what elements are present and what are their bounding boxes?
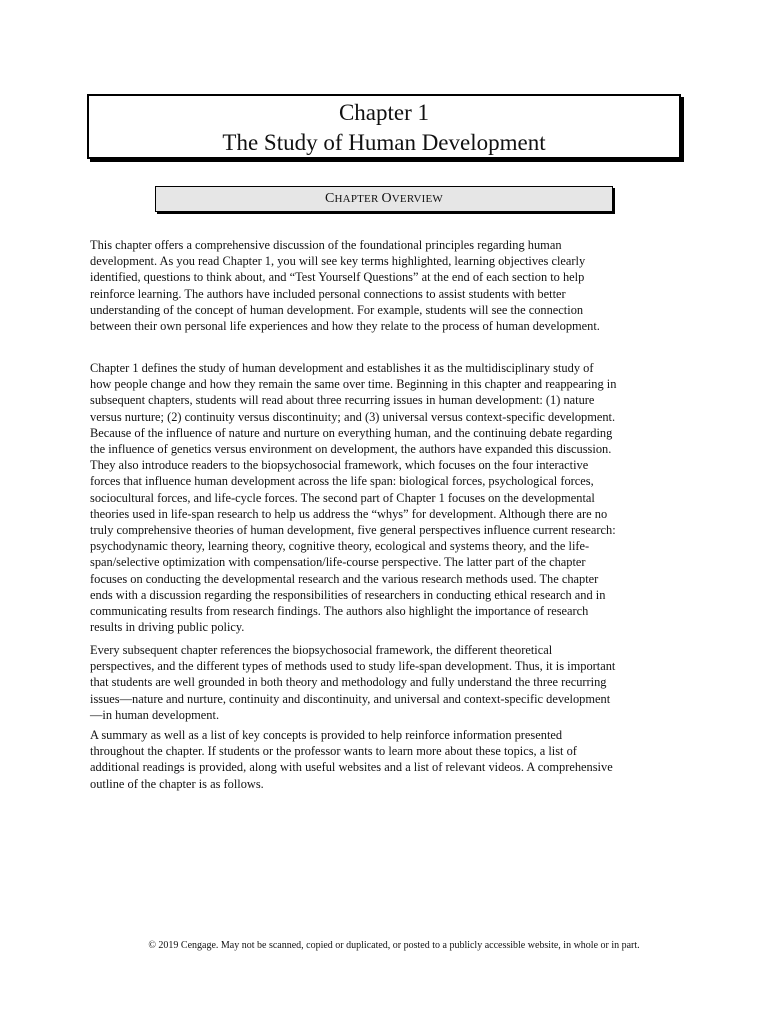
paragraph-line: how people change and how they remain the same over time. Beginning in this chapter and reappearing in bbox=[90, 377, 617, 392]
overview-rest-1: HAPTER bbox=[334, 193, 382, 205]
paragraph-line: Every subsequent chapter references the biopsychosocial framework, the different theoretical bbox=[90, 643, 553, 657]
paragraph-line: reinforce learning. The authors have included personal connections to assist students with better bbox=[90, 286, 566, 301]
paragraph-line: perspectives, and the different types of methods used to study life-span development. Thus, it is important bbox=[90, 659, 616, 674]
paragraph-line: identified, questions to think about, and “Test Yourself Questions” at the end of each section to help bbox=[90, 270, 585, 285]
paragraph-line: outline of the chapter is as follows. bbox=[90, 776, 264, 791]
chapter-number: Chapter 1 bbox=[338, 100, 430, 125]
paragraph-framework bbox=[90, 642, 684, 723]
paragraph-line: communicating results from research findings. The authors also highlight the importance of research bbox=[90, 604, 589, 619]
paragraph-line: development. As you read Chapter 1, you will see key terms highlighted, learning objectives clearly bbox=[90, 254, 586, 269]
chapter-title: The Study of Human Development bbox=[222, 130, 546, 155]
paragraph-line: —in human development. bbox=[90, 707, 220, 722]
paragraph-line: between their own personal life experiences and how they relate to the process of human development. bbox=[90, 319, 600, 334]
paragraph-line: the influence of genetics versus environment on development, the authors have expanded this discussion. bbox=[90, 442, 612, 457]
paragraph-line: A summary as well as a list of key concepts is provided to help reinforce information presented bbox=[90, 728, 563, 742]
paragraph-line: additional readings is provided, along with useful websites and a list of relevant videos. A comprehensive bbox=[90, 760, 613, 775]
copyright-footer: © 2019 Cengage. May not be scanned, copied or duplicated, or posted to a publicly accessible website, in whole or in part. bbox=[148, 940, 640, 951]
paragraph-line: This chapter offers a comprehensive discussion of the foundational principles regarding human bbox=[90, 238, 562, 252]
paragraph-line: sociocultural forces, and life-cycle forces. The second part of Chapter 1 focuses on the developmental bbox=[90, 490, 595, 505]
paragraph-line: focuses on conducting the developmental research and the various research methods used. The chapter bbox=[90, 571, 599, 586]
paragraph-line: Because of the influence of nature and nurture on everything human, and the continuing debate regarding bbox=[90, 425, 613, 440]
paragraph-definition bbox=[90, 360, 684, 635]
paragraph-line: issues—nature and nurture, continuity and discontinuity, and universal and context-specific development bbox=[90, 691, 611, 706]
paragraph-line: throughout the chapter. If students or the professor wants to learn more about these topics, a list of bbox=[90, 744, 577, 759]
paragraph-intro bbox=[90, 237, 684, 334]
paragraph-line: truly comprehensive theories of human development, five general perspectives influence current research: bbox=[90, 523, 616, 538]
overview-initial-o: O bbox=[381, 191, 392, 206]
paragraph-line: Chapter 1 defines the study of human development and establishes it as the multidisciplinary study of bbox=[90, 361, 594, 375]
paragraph-line: theories used in life-span research to help us address the “whys” for development. Although there are no bbox=[90, 506, 608, 521]
paragraph-line: subsequent chapters, students will read about three recurring issues in human development: (1) nature bbox=[90, 393, 595, 408]
chapter-title-box bbox=[87, 94, 681, 159]
paragraph-line: that students are well grounded in both theory and methodology and fully understand the three recurring bbox=[90, 675, 607, 690]
paragraph-line: ends with a discussion regarding the responsibilities of researchers in conducting ethical research and in bbox=[90, 587, 606, 602]
chapter-overview-heading bbox=[155, 186, 613, 212]
paragraph-line: They also introduce readers to the biopsychosocial framework, which focuses on the four interactive bbox=[90, 458, 589, 473]
paragraph-summary bbox=[90, 727, 684, 792]
paragraph-line: span/selective optimization with compensation/life-course perspective. The latter part of the chapter bbox=[90, 555, 586, 570]
paragraph-line: understanding of the concept of human development. For example, students will see the connection bbox=[90, 302, 584, 317]
paragraph-line: forces that influence human development across the life span: biological forces, psychological forces, bbox=[90, 474, 594, 489]
paragraph-line: psychodynamic theory, learning theory, cognitive theory, ecological and systems theory, and the life- bbox=[90, 539, 590, 554]
paragraph-line: versus nurture; (2) continuity versus discontinuity; and (3) universal versus context-specific development. bbox=[90, 409, 616, 424]
overview-initial-c: C bbox=[324, 191, 335, 206]
overview-rest-2: VERVIEW bbox=[391, 193, 444, 205]
paragraph-line: results in driving public policy. bbox=[90, 620, 245, 635]
